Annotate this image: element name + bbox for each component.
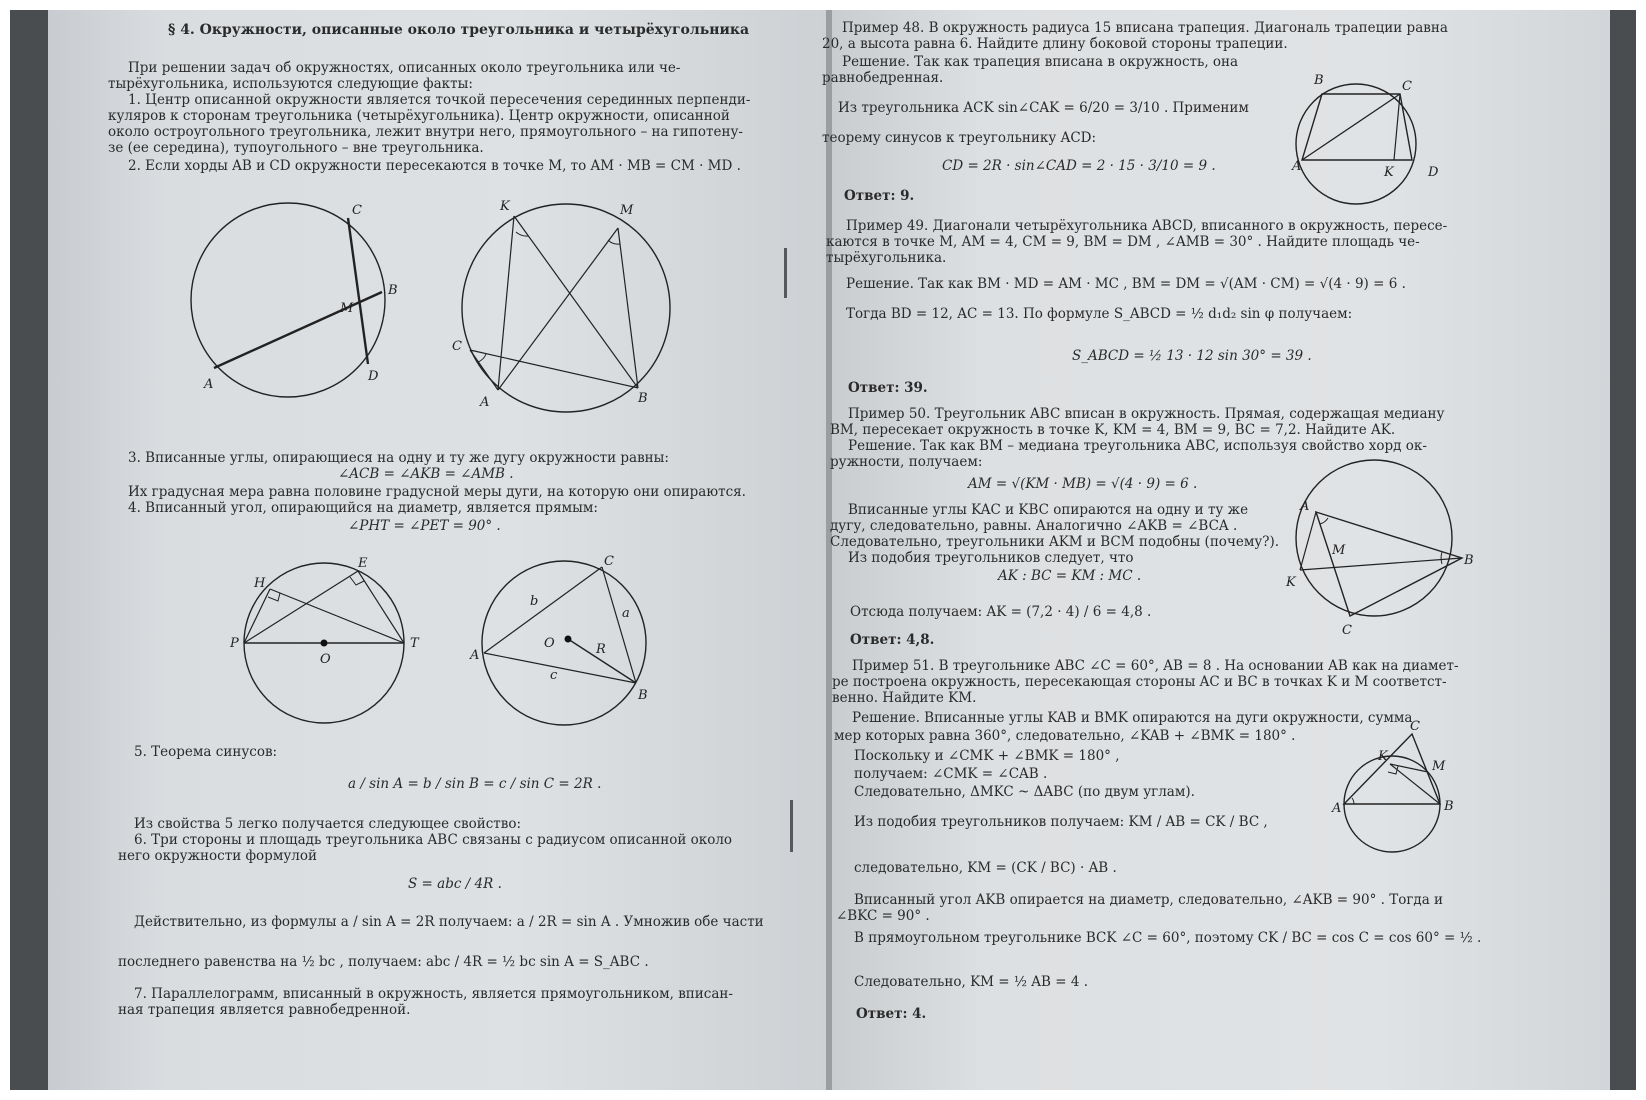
label-A: A	[480, 395, 490, 410]
fact-4: 4. Вписанный угол, опирающийся на диаметр, является прямым:	[128, 500, 598, 516]
intro-line: тырёхугольника, используются следующие факты:	[108, 76, 473, 92]
solution-51-line: следовательно, KM = (CK / BC) · AB .	[854, 860, 1117, 876]
inscribed-angles-diagram	[448, 200, 678, 420]
fact-3-equation: ∠ACB = ∠AKB = ∠AMB .	[338, 466, 514, 482]
example-49-line: каются в точке M, AM = 4, CM = 9, BM = DM , ∠AMB = 30° . Найдите площадь че-	[826, 234, 1420, 250]
example-51-line: венно. Найдите KM.	[832, 690, 977, 706]
label-K: K	[1286, 575, 1296, 590]
answer-51: Ответ: 4.	[856, 1006, 927, 1022]
solution-48-equation: CD = 2R · sin∠CAD = 2 · 15 · 3/10 = 9 .	[942, 158, 1216, 174]
solution-50-line: дугу, следовательно, равны. Аналогично ∠AKB = ∠BCA .	[830, 518, 1238, 534]
fact-6-equation: S = abc / 4R .	[408, 876, 502, 892]
solution-51-line: ∠BKC = 90° .	[836, 908, 930, 924]
solution-51-line: Решение. Вписанные углы KAB и BMK опираются на дуги окружности, сумма	[852, 710, 1413, 726]
solution-50-line: Вписанные углы KAC и KBC опираются на одну и ту же	[848, 502, 1249, 518]
solution-49-line: Решение. Так как BM · MD = AM · MC , BM = DM = √(AM · CM) = √(4 · 9) = 6 .	[846, 276, 1406, 292]
example-50-line: Пример 50. Треугольник ABC вписан в окружность. Прямая, содержащая медиану	[848, 406, 1445, 422]
solution-48-line: Решение. Так как трапеция вписана в окружность, она	[842, 54, 1239, 70]
left-page	[48, 10, 828, 1090]
label-a: a	[622, 606, 630, 621]
solution-50-line: Следовательно, треугольники AKM и BCM подобны (почему?).	[830, 534, 1280, 550]
chords-diagram	[188, 200, 408, 420]
label-K: K	[500, 199, 510, 214]
fact-1-line: зе (ее середина), тупоугольного – вне треугольника.	[108, 140, 484, 156]
label-B: B	[1464, 553, 1474, 568]
solution-51-line: Вписанный угол AKB опирается на диаметр, следовательно, ∠AKB = 90° . Тогда и	[854, 892, 1444, 908]
fact-1-line: 1. Центр описанной окружности является точкой пересечения серединных перпенди-	[128, 92, 751, 108]
label-H: H	[254, 576, 266, 591]
solution-51-line: Из подобия треугольников получаем: KM / AB = CK / BC ,	[854, 814, 1268, 830]
solution-50-equation: AM = √(KM · MB) = √(4 · 9) = 6 .	[968, 476, 1198, 492]
fact-5-equation: a / sin A = b / sin B = c / sin C = 2R .	[348, 776, 602, 792]
label-M: M	[620, 203, 634, 218]
example-49-line: тырёхугольника.	[826, 250, 947, 266]
label-B: B	[638, 688, 648, 703]
solution-51-line: Следовательно, ΔMKC ~ ΔABC (по двум углам).	[854, 784, 1195, 800]
example-48-line: 20, а высота равна 6. Найдите длину боковой стороны трапеции.	[822, 36, 1288, 52]
label-C: C	[452, 339, 462, 354]
label-D: D	[1428, 165, 1439, 180]
label-C: C	[1342, 623, 1352, 638]
label-B: B	[1444, 799, 1454, 814]
label-B: B	[1314, 73, 1324, 88]
label-B: B	[388, 283, 398, 298]
label-R: R	[596, 642, 606, 657]
photo-frame	[10, 10, 1636, 1090]
example-51-line: Пример 51. В треугольнике ABC ∠C = 60°, AB = 8 . На основании AB как на диамет-	[852, 658, 1459, 674]
answer-49: Ответ: 39.	[848, 380, 928, 396]
solution-48-line: Из треугольника ACK sin∠CAK = 6/20 = 3/10 . Применим	[838, 100, 1249, 116]
solution-51-line: В прямоугольном треугольнике BCK ∠C = 60°, поэтому CK / BC = cos C = cos 60° = ½ .	[854, 930, 1482, 946]
fact-6-line: 6. Три стороны и площадь треугольника ABC связаны с радиусом описанной около	[134, 832, 733, 848]
staple	[784, 248, 787, 298]
right-page	[822, 10, 1610, 1090]
example-48-line: Пример 48. В окружность радиуса 15 вписана трапеция. Диагональ трапеции равна	[842, 20, 1448, 36]
fact-6-line: него окружности формулой	[118, 848, 317, 864]
label-A: A	[470, 648, 480, 663]
label-A: A	[1300, 499, 1310, 514]
label-c: c	[550, 668, 558, 683]
label-M: M	[340, 301, 354, 316]
label-C: C	[352, 203, 362, 218]
label-K: K	[1384, 165, 1394, 180]
intro-line: При решении задач об окружностях, описанных около треугольника или че-	[128, 60, 681, 76]
solution-50-line: ружности, получаем:	[830, 454, 983, 470]
label-b: b	[530, 594, 539, 609]
derivation-line: Действительно, из формулы a / sin A = 2R получаем: a / 2R = sin A . Умножив обе части	[134, 914, 764, 930]
label-D: D	[368, 369, 379, 384]
fact-5: 5. Теорема синусов:	[134, 744, 278, 760]
fact-4-equation: ∠PHT = ∠PET = 90° .	[348, 518, 501, 534]
solution-50-line: Отсюда получаем: AK = (7,2 · 4) / 6 = 4,8 .	[850, 604, 1152, 620]
solution-51-line: получаем: ∠CMK = ∠CAB .	[854, 766, 1048, 782]
fact-2: 2. Если хорды AB и CD окружности пересекаются в точке M, то AM · MB = CM · MD .	[128, 158, 741, 174]
section-heading: § 4. Окружности, описанные около треугольника и четырёхугольника	[168, 22, 750, 38]
fact-3-note: Их градусная мера равна половине градусной меры дуги, на которую они опираются.	[128, 484, 746, 500]
label-O: O	[544, 636, 555, 651]
solution-50-line: Решение. Так как BM – медиана треугольника ABC, используя свойство хорд ок-	[848, 438, 1427, 454]
example-50-line: BM, пересекает окружность в точке K, KM = 4, BM = 9, BC = 7,2. Найдите AK.	[830, 422, 1396, 438]
example-49-line: Пример 49. Диагонали четырёхугольника ABCD, вписанного в окружность, пересе-	[846, 218, 1448, 234]
label-A: A	[1292, 159, 1302, 174]
staple	[790, 800, 793, 852]
label-C: C	[604, 554, 614, 569]
derivation-line: последнего равенства на ½ bc , получаем: abc / 4R = ½ bc sin A = S_ABC .	[118, 954, 649, 970]
solution-50-line: Из подобия треугольников следует, что	[848, 550, 1134, 566]
label-C: C	[1402, 79, 1412, 94]
label-E: E	[358, 556, 368, 571]
answer-50: Ответ: 4,8.	[850, 632, 935, 648]
solution-48-line: равнобедренная.	[822, 70, 944, 86]
fact-3: 3. Вписанные углы, опирающиеся на одну и ту же дугу окружности равны:	[128, 450, 669, 466]
solution-50-equation: AK : BC = KM : MC .	[998, 568, 1142, 584]
paragraph: Из свойства 5 легко получается следующее свойство:	[134, 816, 522, 832]
fact-1-line: куляров к сторонам треугольника (четырёхугольника). Центр окружности, описанной	[108, 108, 730, 124]
fact-7-line: 7. Параллелограмм, вписанный в окружность, является прямоугольником, вписан-	[134, 986, 733, 1002]
solution-51-line: Поскольку и ∠CMK + ∠BMK = 180° ,	[854, 748, 1120, 764]
label-O: O	[320, 652, 331, 667]
fact-7-line: ная трапеция является равнобедренной.	[118, 1002, 411, 1018]
label-C: C	[1410, 719, 1420, 734]
example-51-line: ре построена окружность, пересекающая стороны AC и BC в точках K и M соответст-	[832, 674, 1447, 690]
label-P: P	[230, 636, 239, 651]
label-K: K	[1378, 749, 1388, 764]
label-M: M	[1432, 759, 1446, 774]
answer-48: Ответ: 9.	[844, 188, 915, 204]
label-T: T	[410, 636, 419, 651]
median-triangle-diagram	[1282, 458, 1474, 638]
label-B: B	[638, 391, 648, 406]
solution-49-line: Тогда BD = 12, AC = 13. По формуле S_ABCD = ½ d₁d₂ sin φ получаем:	[846, 306, 1353, 322]
label-A: A	[204, 377, 214, 392]
fact-1-line: около остроугольного треугольника, лежит внутри него, прямоугольного – на гипотену-	[108, 124, 743, 140]
label-A: A	[1332, 801, 1342, 816]
solution-51-line: мер которых равна 360°, следовательно, ∠KAB + ∠BMK = 180° .	[834, 728, 1296, 744]
diameter-circle-diagram	[1332, 719, 1472, 862]
diameter-angle-diagram	[228, 555, 428, 735]
solution-51-line: Следовательно, KM = ½ AB = 4 .	[854, 974, 1088, 990]
label-M: M	[1332, 543, 1346, 558]
trapezoid-diagram	[1292, 68, 1452, 208]
solution-48-line: теорему синусов к треугольнику ACD:	[822, 130, 1097, 146]
solution-49-equation: S_ABCD = ½ 13 · 12 sin 30° = 39 .	[1072, 348, 1312, 364]
sine-theorem-diagram	[468, 555, 668, 735]
